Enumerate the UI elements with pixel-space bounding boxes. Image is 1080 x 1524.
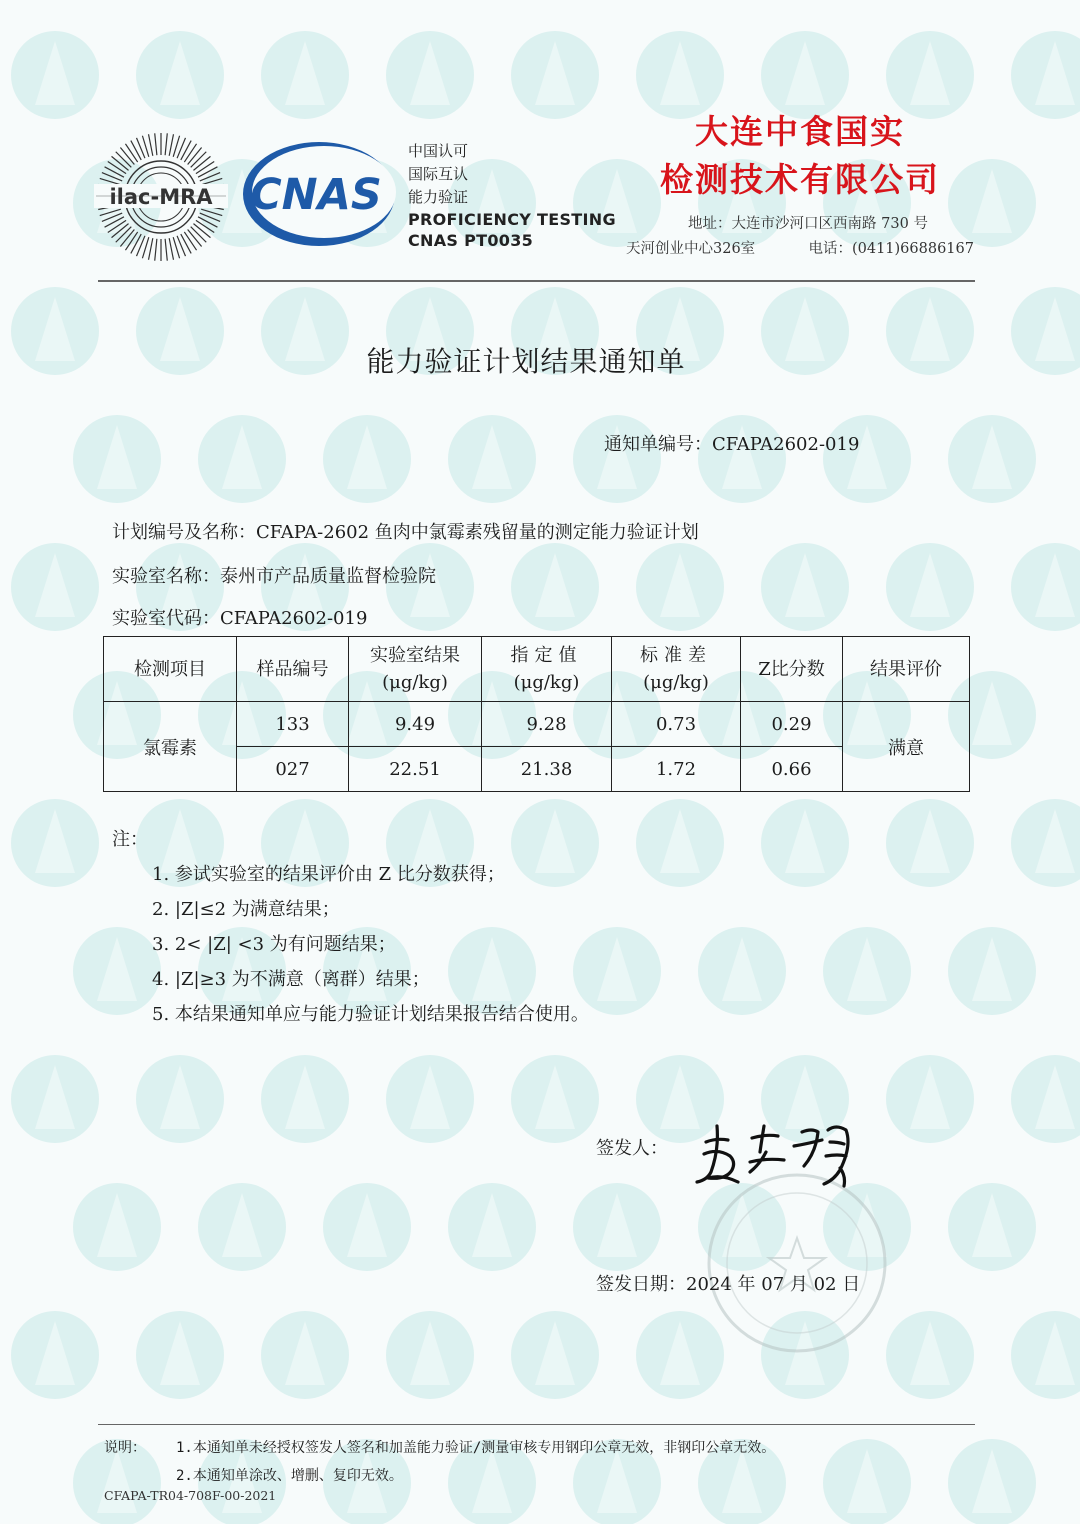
issue-date: 签发日期：2024 年 07 月 02 日 — [596, 1274, 861, 1295]
footer-divider — [98, 1424, 975, 1425]
company-name-line-2: 检测技术有限公司 — [660, 160, 940, 199]
sd-cell: 1.72 — [612, 747, 741, 792]
assigned-cell: 9.28 — [482, 702, 612, 747]
header-item: 检测项目 — [104, 637, 237, 702]
notes-section — [112, 822, 589, 1032]
ilac-logo-text: ilac-MRA — [109, 185, 213, 209]
header-result: 实验室结果 (μg/kg) — [349, 637, 482, 702]
note-item: 3. 2< |Z| <3 为有问题结果； — [152, 934, 396, 955]
footer-note-1: 1.本通知单未经授权签发人签名和加盖能力验证/测量审核专用钢印公章无效，非钢印公章无效。 — [176, 1440, 776, 1456]
sample-cell: 133 — [237, 702, 349, 747]
proficiency-testing-label: PROFICIENCY TESTING — [408, 210, 616, 229]
test-item-cell: 氯霉素 — [104, 702, 237, 792]
sample-cell: 027 — [237, 747, 349, 792]
notes-label: 注： — [112, 829, 148, 850]
table-header-row — [104, 637, 970, 702]
ilac-mra-logo — [92, 128, 230, 266]
header-eval: 结果评价 — [843, 637, 970, 702]
note-item: 5. 本结果通知单应与能力验证计划结果报告结合使用。 — [152, 1004, 589, 1025]
handwritten-signature — [690, 1112, 870, 1192]
table-row — [104, 702, 970, 747]
header-assigned: 指定值 (μg/kg) — [482, 637, 612, 702]
company-address — [626, 212, 974, 262]
cnas-logo-text: CNAS — [250, 170, 382, 220]
assigned-cell: 21.38 — [482, 747, 612, 792]
result-table — [103, 636, 970, 792]
z-cell: 0.29 — [741, 702, 843, 747]
note-item: 2. |Z|≤2 为满意结果； — [152, 899, 340, 920]
lab-name-field: 实验室名称：泰州市产品质量监督检验院 — [112, 566, 436, 587]
header-sample: 样品编号 — [237, 637, 349, 702]
cnas-line-3: 能力验证 — [408, 188, 469, 206]
z-cell: 0.66 — [741, 747, 843, 792]
footer-label: 说明： — [104, 1440, 146, 1456]
sd-cell: 0.73 — [612, 702, 741, 747]
cnas-line-2: 国际互认 — [408, 165, 469, 183]
form-code: CFAPA-TR04-708F-00-2021 — [104, 1488, 277, 1503]
company-name — [610, 108, 990, 204]
footer-notes — [104, 1434, 775, 1490]
cnas-accreditation-text — [408, 140, 616, 251]
address-room: 天河创业中心326室 — [626, 241, 756, 257]
address-line-1: 地址：大连市沙河口区西南路 730 号 — [688, 216, 928, 232]
result-cell: 9.49 — [349, 702, 482, 747]
header-z: Z比分数 — [741, 637, 843, 702]
embossed-seal — [702, 1168, 892, 1358]
plan-field: 计划编号及名称：CFAPA-2602 鱼肉中氯霉素残留量的测定能力验证计划 — [112, 522, 699, 543]
result-cell: 22.51 — [349, 747, 482, 792]
notice-number: 通知单编号：CFAPA2602-019 — [604, 434, 860, 455]
footer-note-2: 2.本通知单涂改、增删、复印无效。 — [176, 1468, 403, 1484]
header-sd: 标准差 (μg/kg) — [612, 637, 741, 702]
cnas-line-1: 中国认可 — [408, 142, 469, 160]
cnas-pt-number: CNAS PT0035 — [408, 231, 534, 250]
note-item: 4. |Z|≥3 为不满意（离群）结果； — [152, 969, 430, 990]
company-phone: 电话：(0411)66886167 — [808, 241, 974, 257]
evaluation-cell: 满意 — [843, 702, 970, 792]
document-title: 能力验证计划结果通知单 — [366, 345, 686, 378]
header-divider — [98, 280, 975, 282]
lab-code-field: 实验室代码：CFAPA2602-019 — [112, 608, 368, 629]
company-name-line-1: 大连中食国实 — [695, 112, 905, 151]
signer-label: 签发人： — [596, 1138, 668, 1159]
cnas-logo — [240, 140, 398, 248]
note-item: 1. 参试实验室的结果评价由 Z 比分数获得； — [152, 864, 505, 885]
